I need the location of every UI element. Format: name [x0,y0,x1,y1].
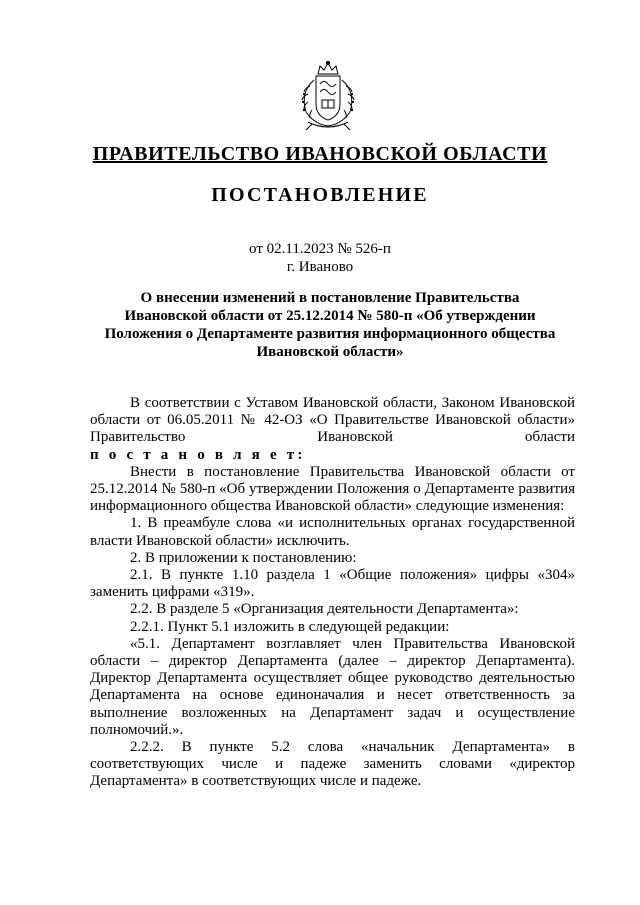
preamble-paragraph: В соответствии с Уставом Ивановской области, Законом Ивановской области от 06.05.2011 № 42-ОЗ «О Правительстве Ивановской области» Правительство Ивановской области [90,395,575,446]
subject-line: О внесении изменений в постановление Правительства [140,290,520,306]
item-2-2-1-paragraph: 2.2.1. Пункт 5.1 изложить в следующей редакции: [130,618,450,635]
document-body [90,395,575,791]
subject-line: Положения о Департаменте развития информационного общества [104,326,556,342]
subject-line: Ивановской области от 25.12.2014 № 580-п «Об утверждении [124,308,536,324]
document-subject [100,289,560,361]
resolves-phrase [90,447,575,464]
item-2-2-2-paragraph: 2.2.2. В пункте 5.2 слова «начальник Департамента» в соответствующих числе и падеже заменить словами «директор Департамента» в соответствующих числе и падеже. [90,739,575,790]
item-2-paragraph: 2. В приложении к постановлению: [130,549,357,566]
document-date-number: от 02.11.2023 № 526-п [249,241,391,257]
item-5-1-text-paragraph: «5.1. Департамент возглавляет член Правительства Ивановской области – директор Департамента (далее – директор Департамента). Директор Департамента осуществляет общее руководство деятельностью Департамента на основе единоначалия и несет ответственность за выполнение возложенных на Департамент задач и осуществление полномочий.». [90,635,575,738]
resolves-word: п о с т а н о в л я е т: [90,446,306,463]
item-2-2-paragraph: 2.2. В разделе 5 «Организация деятельности Департамента»: [130,601,519,618]
amendment-intro-paragraph: Внести в постановление Правительства Ивановской области от 25.12.2014 № 580-п «Об утверждении Положения о Департаменте развития информационного общества Ивановской области» следующие изменения: [90,463,575,515]
item-2-1-paragraph: 2.1. В пункте 1.10 раздела 1 «Общие положения» цифры «304» заменить цифрами «319». [90,567,575,601]
item-1-paragraph: 1. В преамбуле слова «и исполнительных органах государственной власти Ивановской области» исключить. [90,515,575,549]
coat-of-arms-emblem [290,60,366,132]
document-city: г. Иваново [286,259,354,275]
document-type-title: ПОСТАНОВЛЕНИЕ [211,184,429,206]
subject-line: Ивановской области» [256,344,404,360]
government-title: ПРАВИТЕЛЬСТВО ИВАНОВСКОЙ ОБЛАСТИ [92,143,548,165]
